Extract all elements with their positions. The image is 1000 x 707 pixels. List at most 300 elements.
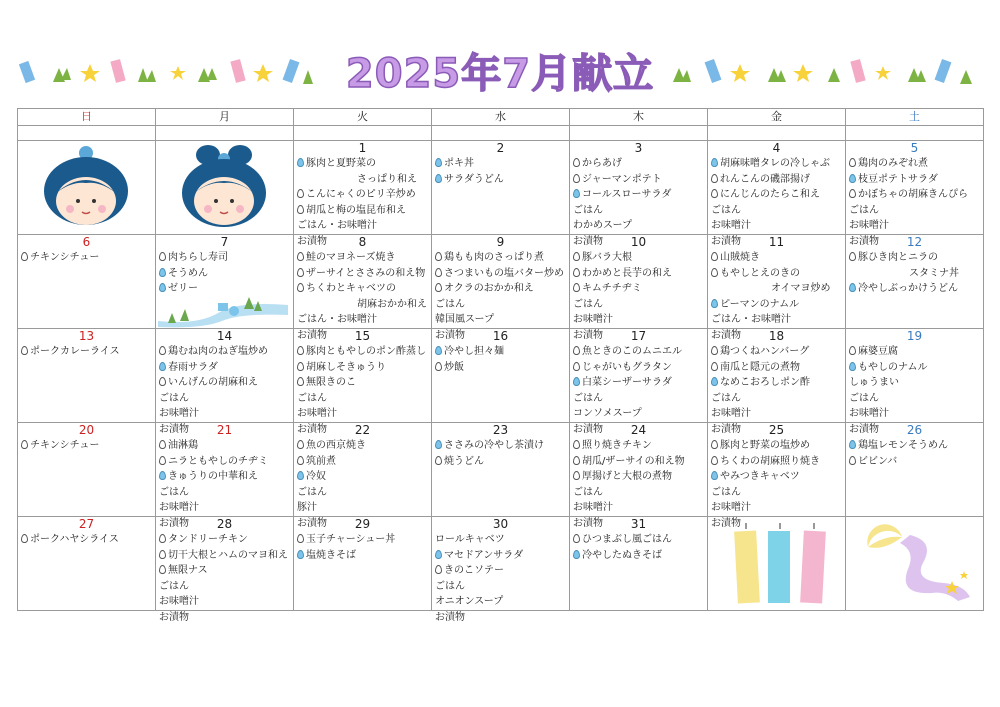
white-drop-icon (711, 174, 718, 183)
menu-item-text: お味噌汁 (573, 502, 613, 513)
white-drop-icon (297, 362, 304, 371)
menu-item (297, 391, 431, 407)
menu-item (849, 266, 983, 282)
menu-item (711, 203, 845, 219)
menu-item (435, 250, 569, 266)
menu-item-text: ポークカレーライス (30, 346, 120, 357)
menu-item (711, 500, 845, 516)
menu-item (573, 406, 707, 422)
day-cell (156, 141, 294, 235)
day-cell (294, 141, 432, 247)
menu-list (846, 438, 983, 469)
menu-item (297, 187, 431, 203)
day-number: 19 (906, 329, 923, 343)
blue-drop-icon (435, 158, 442, 167)
weekday-header-row (18, 109, 984, 126)
menu-item-text: 胡麻味噌タレの冷しゃぶ (720, 158, 830, 169)
white-drop-icon (297, 534, 304, 543)
white-drop-icon (573, 534, 580, 543)
menu-item-text: 筑前煮 (306, 455, 336, 467)
white-drop-icon (573, 456, 580, 465)
menu-item-text: 無限ナス (168, 565, 208, 576)
white-drop-icon (159, 377, 166, 386)
day-number: 12 (906, 235, 923, 249)
menu-item (573, 281, 707, 297)
menu-item (297, 156, 431, 172)
day-number: 4 (772, 141, 781, 155)
menu-item-text: 南瓜と隠元の煮物 (720, 361, 800, 373)
white-drop-icon (159, 456, 166, 465)
menu-item-text: スタミナ丼 (909, 267, 959, 279)
menu-item (435, 438, 569, 454)
day-number: 6 (82, 235, 91, 249)
menu-item (297, 406, 431, 422)
day-cell (570, 517, 708, 611)
blue-drop-icon (711, 299, 718, 308)
menu-item (159, 532, 293, 548)
menu-item (711, 250, 845, 266)
white-drop-icon (711, 346, 718, 355)
day-number: 24 (630, 423, 647, 437)
menu-list (294, 532, 431, 563)
menu-item (573, 454, 707, 470)
menu-item (573, 548, 707, 564)
menu-item (711, 469, 845, 485)
menu-item-text: わかめと長芋の和え (582, 267, 672, 279)
white-drop-icon (297, 377, 304, 386)
menu-calendar (17, 108, 984, 623)
menu-item-text: 炒飯 (444, 361, 464, 373)
white-drop-icon (573, 158, 580, 167)
menu-item (21, 344, 155, 360)
menu-item (297, 172, 431, 188)
menu-item-text: ごはん (159, 392, 189, 404)
menu-list (846, 250, 983, 297)
menu-item (711, 218, 845, 234)
menu-item-text: オイマヨ炒め (771, 283, 831, 294)
menu-item (711, 344, 845, 360)
menu-item (435, 312, 569, 328)
menu-item-text: 豚肉と野菜の塩炒め (720, 440, 810, 451)
spacer-row (18, 126, 984, 141)
menu-item (711, 406, 845, 422)
moon-milky-way-illustration (854, 521, 978, 607)
menu-item (711, 281, 845, 297)
menu-item-text: お漬物 (297, 423, 327, 435)
menu-item (573, 391, 707, 407)
day-number: 27 (78, 517, 95, 531)
day-number: 10 (630, 235, 647, 249)
menu-item (159, 454, 293, 470)
menu-item (711, 297, 845, 313)
white-drop-icon (435, 362, 442, 371)
menu-item-text: ごはん・お味噌汁 (297, 220, 377, 231)
menu-item-text: 厚揚げと大根の煮物 (582, 471, 672, 482)
menu-item (711, 187, 845, 203)
menu-item-text: 鶏もも肉のさっぱり煮 (444, 252, 544, 263)
menu-item-text: 豚ひき肉とニラの (858, 252, 938, 263)
menu-item-text: ごはん (711, 204, 741, 216)
menu-item-text: お漬物 (711, 329, 741, 341)
menu-item-text: お味噌汁 (711, 220, 751, 231)
day-cell (846, 423, 984, 517)
weekday-friday: 金 (708, 109, 846, 126)
white-drop-icon (573, 283, 580, 292)
menu-item (159, 563, 293, 579)
menu-item (435, 266, 569, 282)
menu-item-text: お漬物 (711, 517, 741, 529)
menu-item (573, 485, 707, 501)
menu-item-text: マセドアンサラダ (444, 549, 524, 561)
menu-item (159, 485, 293, 501)
blue-drop-icon (573, 377, 580, 386)
white-drop-icon (573, 174, 580, 183)
menu-item-text: お漬物 (849, 423, 879, 435)
menu-item (435, 454, 569, 470)
white-drop-icon (159, 565, 166, 574)
day-number: 13 (78, 329, 95, 343)
menu-item-text: お味噌汁 (711, 502, 751, 513)
menu-item-text: 油淋鶏 (168, 440, 198, 451)
menu-item (435, 532, 569, 548)
menu-item (159, 344, 293, 360)
week-row (18, 329, 984, 423)
white-drop-icon (573, 252, 580, 261)
menu-item-text: 春雨サラダ (168, 361, 218, 373)
white-drop-icon (297, 456, 304, 465)
day-number: 2 (496, 141, 505, 155)
menu-item-text: ビビンバ (858, 455, 898, 467)
menu-item-text: ザーサイとささみの和え物 (306, 267, 426, 279)
day-number: 22 (354, 423, 371, 437)
menu-item (159, 375, 293, 391)
day-number: 8 (358, 235, 367, 249)
menu-item (297, 485, 431, 501)
day-number: 14 (216, 329, 233, 343)
menu-item-text: 魚ときのこのムニエル (582, 346, 682, 357)
menu-item-text: さつまいもの塩バター炒め (444, 267, 564, 279)
white-drop-icon (573, 471, 580, 480)
menu-item-text: 冷やしぶっかけうどん (858, 283, 958, 294)
menu-item (849, 250, 983, 266)
menu-item-text: ひつまぶし風ごはん (582, 534, 672, 545)
white-drop-icon (573, 346, 580, 355)
menu-item-text: ごはん・お味噌汁 (297, 314, 377, 325)
menu-item (159, 360, 293, 376)
page-title: 2025年7月献立 (345, 51, 655, 97)
menu-item-text: お味噌汁 (159, 502, 199, 513)
menu-item-text: ごはん (849, 392, 879, 404)
blue-drop-icon (297, 471, 304, 480)
menu-item (297, 297, 431, 313)
menu-item (297, 375, 431, 391)
menu-item-text: お漬物 (573, 423, 603, 435)
white-drop-icon (21, 252, 28, 261)
menu-item-text: お漬物 (573, 235, 603, 247)
menu-item-text: やみつきキャベツ (720, 471, 800, 482)
menu-item (711, 360, 845, 376)
menu-item-text: 麻婆豆腐 (858, 346, 898, 357)
menu-item (849, 375, 983, 391)
orihime-illustration (40, 145, 132, 231)
menu-item (711, 312, 845, 328)
menu-item (159, 469, 293, 485)
menu-item (297, 469, 431, 485)
menu-item-text: コールスローサラダ (582, 189, 672, 200)
menu-item-text: ロールキャベツ (435, 534, 505, 545)
day-cell (432, 517, 570, 623)
menu-item (297, 218, 431, 234)
menu-item (849, 156, 983, 172)
day-number: 29 (354, 517, 371, 531)
menu-item (297, 281, 431, 297)
menu-item (159, 391, 293, 407)
day-cell (708, 423, 846, 529)
day-number: 16 (492, 329, 509, 343)
page-header (0, 0, 1000, 105)
menu-item (573, 360, 707, 376)
menu-item-text: 胡瓜と梅の塩昆布和え (306, 204, 406, 216)
white-drop-icon (21, 440, 28, 449)
white-drop-icon (711, 362, 718, 371)
menu-item-text: かぼちゃの胡麻きんぴら (858, 189, 968, 200)
week-row (18, 517, 984, 611)
white-drop-icon (849, 456, 856, 465)
menu-item-text: お味噌汁 (159, 408, 199, 419)
day-number: 9 (496, 235, 505, 249)
menu-item-text: ごはん (573, 204, 603, 216)
day-number: 5 (910, 141, 919, 155)
blue-drop-icon (435, 346, 442, 355)
menu-item (159, 500, 293, 516)
menu-item-text: お漬物 (849, 235, 879, 247)
menu-item-text: お漬物 (573, 517, 603, 529)
menu-item-text: しゅうまい (849, 377, 899, 388)
menu-item-text: れんこんの磯部揚げ (720, 173, 810, 185)
white-drop-icon (711, 189, 718, 198)
menu-item (297, 250, 431, 266)
menu-item-text: お味噌汁 (573, 314, 613, 325)
menu-item (849, 172, 983, 188)
weekday-thursday: 木 (570, 109, 708, 126)
menu-item (297, 266, 431, 282)
week-row (18, 235, 984, 329)
menu-item-text: ごはん・お味噌汁 (711, 314, 791, 325)
menu-item (297, 312, 431, 328)
menu-item (711, 438, 845, 454)
day-cell (432, 329, 570, 423)
blue-drop-icon (159, 471, 166, 480)
menu-item-text: なめこおろしポン酢 (720, 377, 810, 388)
blue-drop-icon (159, 362, 166, 371)
menu-item (573, 532, 707, 548)
white-drop-icon (297, 440, 304, 449)
menu-item-text: お漬物 (435, 611, 465, 623)
menu-item (711, 266, 845, 282)
menu-item-text: もやしのナムル (858, 361, 928, 373)
day-cell (846, 235, 984, 329)
menu-item-text: 鶏塩レモンそうめん (858, 440, 948, 451)
menu-item-text: チキンシチュー (30, 440, 100, 451)
day-number: 15 (354, 329, 371, 343)
menu-item-text: ごはん (297, 392, 327, 404)
menu-item-text: 塩焼きそば (306, 549, 356, 561)
blue-drop-icon (711, 377, 718, 386)
white-drop-icon (297, 283, 304, 292)
menu-item (573, 266, 707, 282)
day-number: 23 (492, 423, 509, 437)
menu-item-text: ポークハヤシライス (30, 534, 119, 545)
menu-item-text: お漬物 (297, 329, 327, 341)
white-drop-icon (573, 268, 580, 277)
menu-item-text: お漬物 (159, 517, 189, 529)
menu-item-text: 冷やしたぬきそば (582, 549, 662, 561)
menu-list (570, 532, 707, 563)
menu-item (573, 187, 707, 203)
menu-item (435, 579, 569, 595)
white-drop-icon (297, 189, 304, 198)
blue-drop-icon (573, 189, 580, 198)
menu-item-text: ちくわとキャベツの (306, 283, 396, 294)
menu-item-text: さっぱり和え (357, 173, 417, 185)
menu-item (159, 266, 293, 282)
menu-item (21, 532, 155, 548)
menu-item-text: 魚の西京焼き (306, 440, 366, 451)
menu-item (297, 344, 431, 360)
menu-item-text: 冷奴 (306, 471, 326, 482)
menu-item-text: 肉ちらし寿司 (168, 252, 228, 263)
menu-item-text: ごはん (711, 486, 741, 498)
menu-item-text: 豚肉ともやしのポン酢蒸し (306, 346, 426, 357)
menu-item-text: 玉子チャーシュー丼 (306, 534, 396, 545)
menu-item-text: ごはん (435, 580, 465, 592)
blue-drop-icon (435, 174, 442, 183)
white-drop-icon (849, 252, 856, 261)
white-drop-icon (297, 346, 304, 355)
blue-drop-icon (435, 440, 442, 449)
menu-item-text: タンドリーチキン (168, 534, 248, 545)
menu-list (18, 250, 155, 266)
menu-item (297, 360, 431, 376)
tanabata-garland-right (668, 52, 980, 97)
day-cell (156, 235, 294, 329)
menu-item (159, 548, 293, 564)
menu-item (849, 344, 983, 360)
menu-item (711, 375, 845, 391)
blue-drop-icon (849, 283, 856, 292)
menu-item-text: お味噌汁 (849, 408, 889, 419)
menu-item-text: ポキ丼 (444, 158, 474, 169)
menu-item-text: 山賊焼き (720, 252, 760, 263)
menu-item (849, 360, 983, 376)
day-number: 18 (768, 329, 785, 343)
menu-item (573, 203, 707, 219)
menu-item (711, 485, 845, 501)
menu-item-text: 鶏肉のみぞれ煮 (858, 158, 928, 169)
menu-item-text: そうめん (168, 267, 208, 279)
menu-list (156, 250, 293, 297)
day-cell (432, 423, 570, 517)
menu-item-text: 韓国風スープ (435, 314, 494, 325)
menu-item (573, 156, 707, 172)
menu-item-text: からあげ (582, 158, 622, 169)
menu-item-text: 豚肉と夏野菜の (306, 158, 376, 169)
menu-list (432, 532, 569, 625)
day-number: 1 (358, 141, 367, 155)
day-cell (18, 423, 156, 517)
blue-drop-icon (297, 158, 304, 167)
menu-item-text: 白菜シーザーサラダ (582, 377, 672, 388)
white-drop-icon (435, 565, 442, 574)
white-drop-icon (21, 534, 28, 543)
white-drop-icon (297, 268, 304, 277)
menu-item-text: お味噌汁 (159, 596, 199, 607)
menu-item (849, 438, 983, 454)
blue-drop-icon (849, 362, 856, 371)
day-number: 3 (634, 141, 643, 155)
white-drop-icon (573, 440, 580, 449)
menu-item (297, 548, 431, 564)
blue-drop-icon (159, 268, 166, 277)
blue-drop-icon (573, 550, 580, 559)
weekday-monday: 月 (156, 109, 294, 126)
menu-item-text: ごはん (573, 298, 603, 310)
menu-item-text: お漬物 (573, 329, 603, 341)
day-cell (708, 517, 846, 611)
tanzaku-illustration (718, 521, 838, 607)
day-cell (18, 141, 156, 235)
weekday-sunday: 日 (18, 109, 156, 126)
menu-item (159, 594, 293, 610)
menu-item (159, 406, 293, 422)
white-drop-icon (435, 252, 442, 261)
weekday-wednesday: 水 (432, 109, 570, 126)
menu-item-text: きのこソテー (444, 565, 504, 576)
menu-item-text: 豚バラ大根 (582, 252, 632, 263)
menu-item (297, 203, 431, 219)
day-number: 30 (492, 517, 509, 531)
day-cell (18, 517, 156, 611)
menu-list (156, 532, 293, 625)
menu-item-text: こんにゃくのピリ辛炒め (306, 189, 416, 200)
white-drop-icon (849, 158, 856, 167)
menu-item (435, 172, 569, 188)
blue-drop-icon (711, 471, 718, 480)
white-drop-icon (21, 346, 28, 355)
menu-item-text: コンソメスープ (573, 408, 642, 419)
menu-item-text: 焼うどん (444, 455, 484, 467)
menu-item (849, 187, 983, 203)
menu-item-text: チキンシチュー (30, 252, 100, 263)
menu-item (297, 500, 431, 516)
menu-item-text: お味噌汁 (711, 408, 751, 419)
white-drop-icon (159, 440, 166, 449)
day-number: 25 (768, 423, 785, 437)
blue-drop-icon (849, 174, 856, 183)
blue-drop-icon (435, 550, 442, 559)
white-drop-icon (159, 534, 166, 543)
menu-item (711, 391, 845, 407)
menu-item-text: 鶏つくねハンバーグ (720, 346, 810, 357)
menu-item (159, 579, 293, 595)
day-number: 7 (220, 235, 229, 249)
menu-item-text: ジャーマンポテト (582, 173, 662, 185)
menu-item (435, 610, 569, 626)
day-number: 31 (630, 517, 647, 531)
day-cell (18, 235, 156, 329)
day-cell (156, 517, 294, 623)
menu-item-text: ごはん (297, 486, 327, 498)
